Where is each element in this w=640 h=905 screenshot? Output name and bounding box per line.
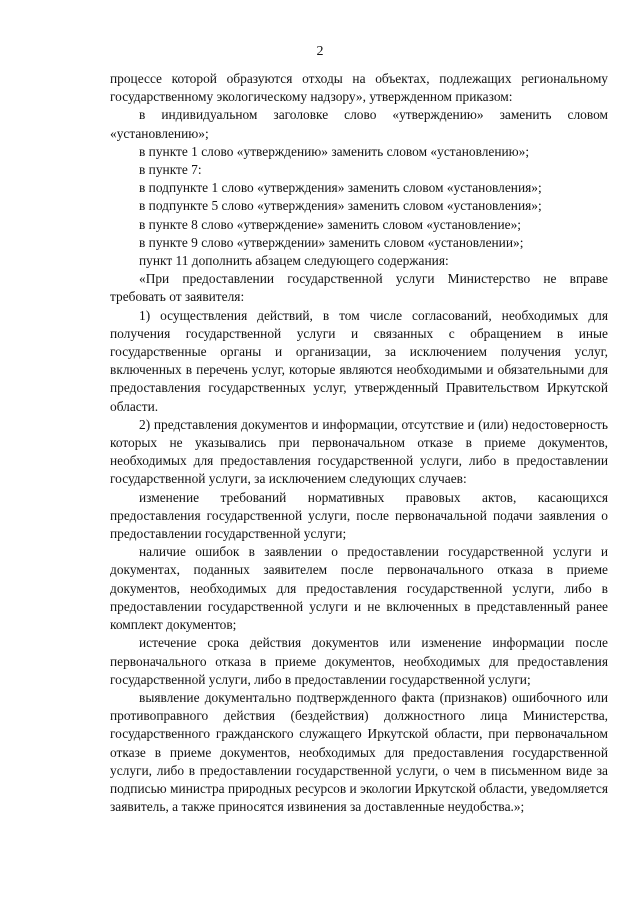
paragraph-amendment-point-11: пункт 11 дополнить абзацем следующего содержания: <box>139 253 449 269</box>
paragraph-quoted-intro: «При предоставлении государственной услуги Министерство не вправе требовать от заявителя: <box>110 271 608 305</box>
paragraph-amendment-point-7: в пункте 7: <box>139 162 202 178</box>
page-number: 2 <box>316 44 324 59</box>
paragraph-amendment-subpoint-5: в подпункте 5 слово «утверждения» заменить словом «установления»; <box>139 198 542 214</box>
paragraph-continuation: процессе которой образуются отходы на объектах, подлежащих региональному государственному экологическому надзору», утвержденном приказом: <box>110 71 608 105</box>
paragraph-item-2: 2) представления документов и информации, отсутствие и (или) недостоверность которых не указывались при первоначальном отказе в приеме документов, необходимых для предоставления государственной услуги, либо в предоставлении государственной услуги, за исключением следующих случаев: <box>110 416 608 487</box>
paragraph-case-errors: наличие ошибок в заявлении о предоставлении государственной услуги и документах, поданных заявителем после первоначального отказа в приеме документов, необходимых для предоставления государственной услуги, либо в предоставлении государственной услуги и не включенных в представленный ранее комплект документов; <box>110 544 608 633</box>
paragraph-amendment-point-9: в пункте 9 слово «утверждении» заменить словом «установлении»; <box>139 234 524 250</box>
paragraph-amendment-subpoint-1: в подпункте 1 слово «утверждения» заменить словом «установления»; <box>139 180 542 196</box>
paragraph-case-requirements-change: изменение требований нормативных правовых актов, касающихся предоставления государственной услуги, после первоначальной подачи заявления о предоставлении государственной услуги; <box>110 489 608 542</box>
paragraph-item-1: 1) осуществления действий, в том числе согласований, необходимых для получения государственной услуги и связанных с обращением в иные государственные органы и организации, за исключением получения услуг, включенных в перечень услуг, которые являются необходимыми и обязательными для предоставления государственных услуг, утвержденный Правительством Иркутской области. <box>110 307 608 414</box>
document-body <box>110 70 608 816</box>
paragraph-amendment-heading: в индивидуальном заголовке слово «утверждению» заменить словом «установлению»; <box>110 107 608 141</box>
paragraph-amendment-point-1: в пункте 1 слово «утверждению» заменить словом «установлению»; <box>139 143 530 159</box>
paragraph-case-expiry: истечение срока действия документов или изменение информации после первоначального отказа в приеме документов, необходимых для предоставления государственной услуги, либо в предоставлении государственной услуги; <box>110 635 608 687</box>
paragraph-amendment-point-8: в пункте 8 слово «утверждение» заменить словом «установление»; <box>139 216 521 232</box>
paragraph-case-misconduct: выявление документально подтвержденного факта (признаков) ошибочного или противоправного действия (бездействия) должностного лица Министерства, государственного гражданского служащего Иркутской области, при первоначальном отказе в приеме документов, необходимых для предоставления государственной услуги, либо в предоставлении государственной услуги, о чем в письменном виде за подписью министра природных ресурсов и экологии Иркутской области, уведомляется заявитель, а также приносятся извинения за доставленные неудобства.»; <box>110 689 608 815</box>
